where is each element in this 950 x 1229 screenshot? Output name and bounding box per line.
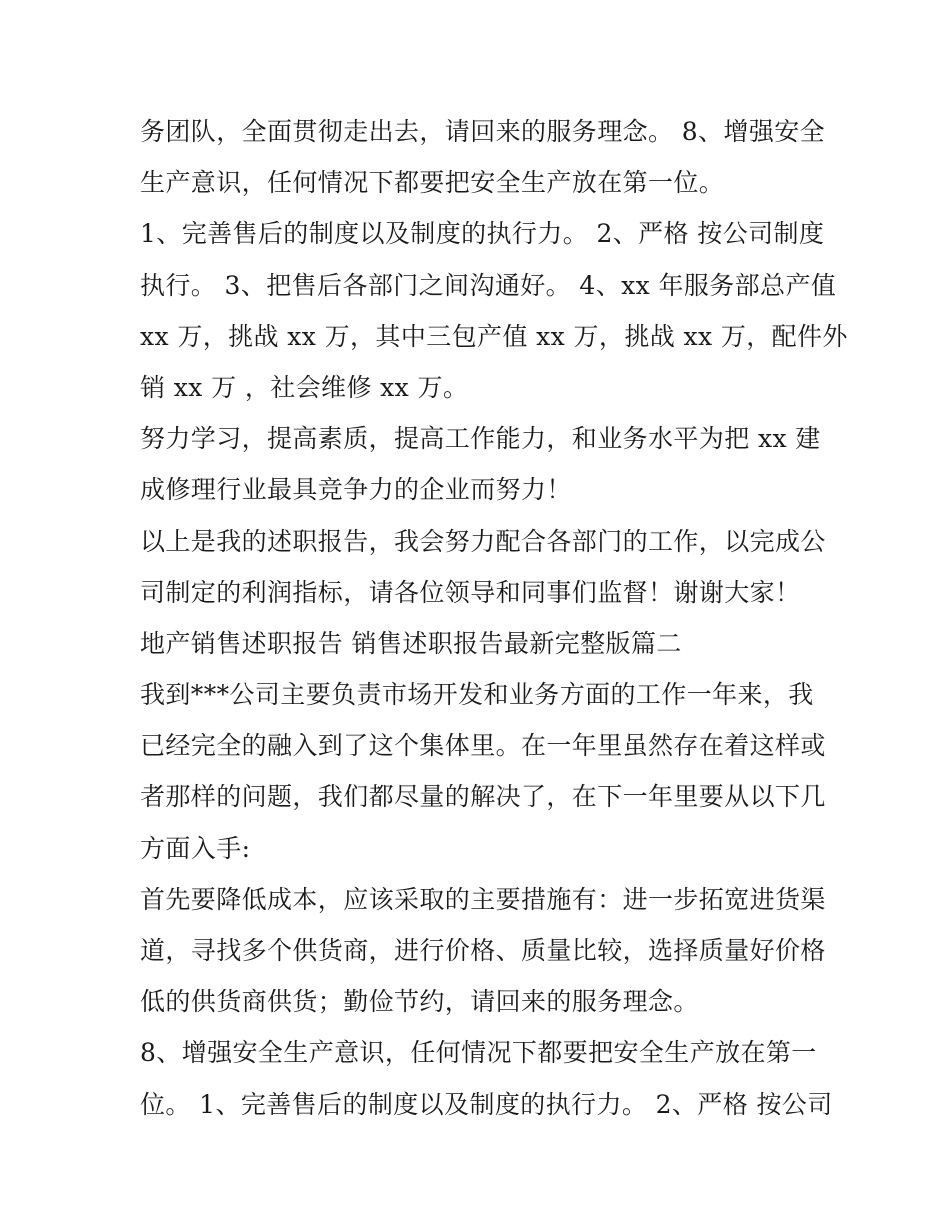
text-line: 方面入手: bbox=[140, 833, 251, 863]
text-line: 执行。 3、把售后各部门之间沟通好。 4、xx 年服务部总产值 bbox=[140, 270, 837, 300]
text-line: 者那样的问题，我们都尽量的解决了，在下一年里要从以下几 bbox=[140, 782, 826, 812]
text-line: 销 xx 万 ，社会维修 xx 万。 bbox=[140, 372, 469, 402]
text-line: 成修理行业最具竞争力的企业而努力！ bbox=[140, 475, 572, 505]
text-line: 8、增强安全生产意识，任何情况下都要把安全生产放在第一 bbox=[140, 1038, 817, 1068]
text-line: 道，寻找多个供货商，进行价格、质量比较，选择质量好价格 bbox=[140, 936, 826, 965]
text-line: 努力学习，提高素质，提高工作能力，和业务水平为把 xx 建 bbox=[140, 424, 821, 454]
text-line: 以上是我的述职报告，我会努力配合各部门的工作，以完成公 bbox=[140, 526, 826, 556]
text-line: 务团队，全面贯彻走出去，请回来的服务理念。 8、增强安全 bbox=[140, 117, 826, 146]
text-line: 低的供货商供货；勤俭节约，请回来的服务理念。 bbox=[140, 987, 699, 1017]
text-line: 位。 1、完善售后的制度以及制度的执行力。 2、严格 按公司 bbox=[140, 1089, 833, 1119]
text-line: 生产意识，任何情况下都要把安全生产放在第一位。 bbox=[140, 168, 725, 198]
text-line: 首先要降低成本，应该采取的主要措施有：进一步拓宽进货渠 bbox=[140, 884, 826, 914]
document-body bbox=[140, 106, 848, 1130]
text-line: 1、完善售后的制度以及制度的执行力。 2、严格 按公司制度 bbox=[140, 219, 825, 249]
text-line: 司制定的利润指标，请各位领导和同事们监督！谢谢大家！ bbox=[140, 577, 801, 607]
text-line: 我到***公司主要负责市场开发和业务方面的工作一年来，我 bbox=[140, 680, 814, 710]
section-heading: 地产销售述职报告 销售述职报告最新完整版篇二 bbox=[140, 628, 682, 658]
text-line: xx 万，挑战 xx 万，其中三包产值 xx 万，挑战 xx 万，配件外 bbox=[140, 321, 848, 351]
text-line: 已经完全的融入到了这个集体里。在一年里虽然存在着这样或 bbox=[140, 731, 826, 761]
